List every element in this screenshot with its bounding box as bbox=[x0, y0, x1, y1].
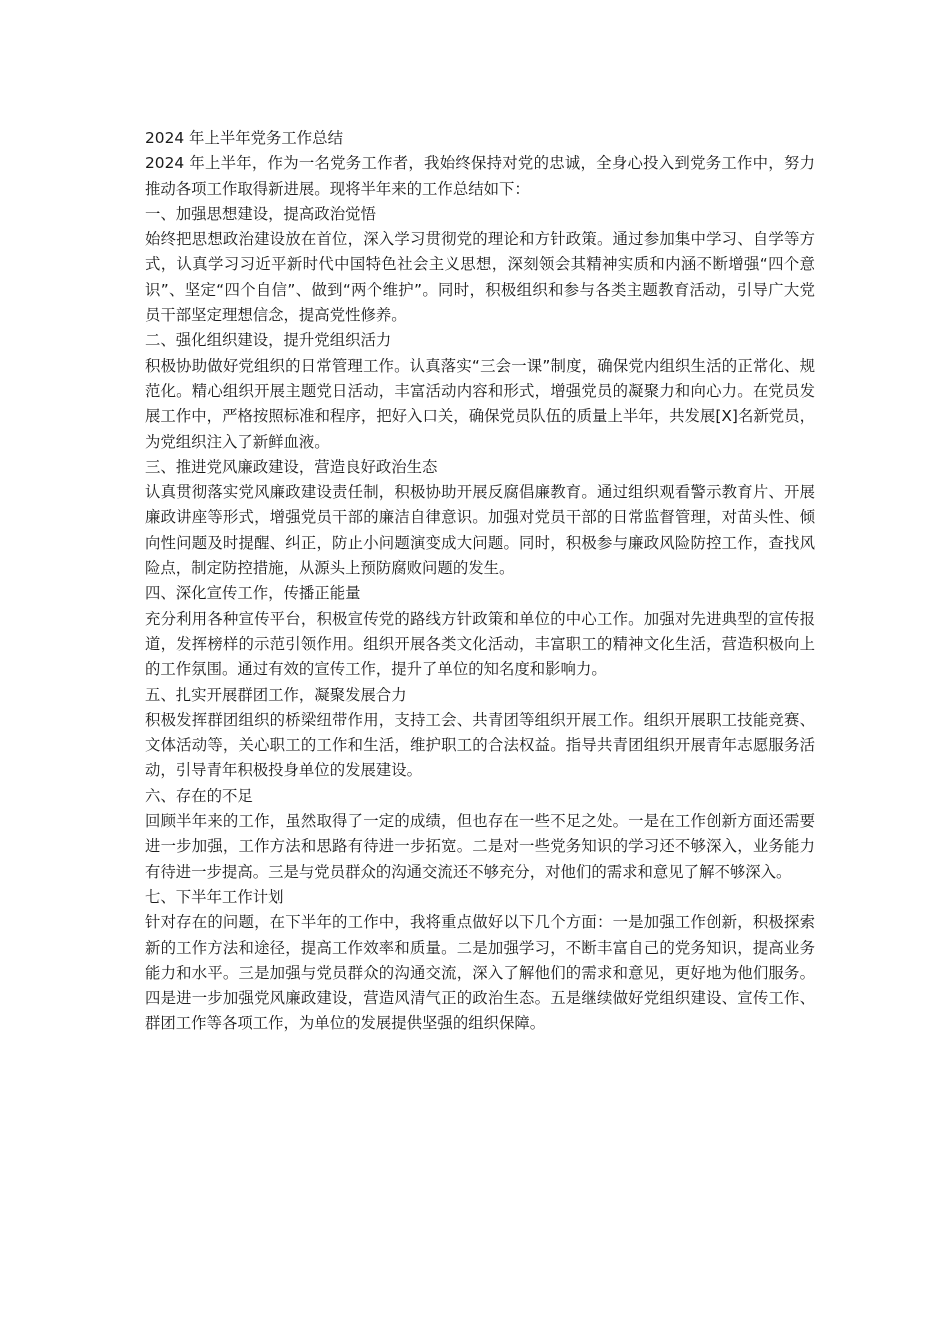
section-heading-7: 七、下半年工作计划 bbox=[145, 887, 284, 906]
section-body-5: 积极发挥群团组织的桥梁纽带作用，支持工会、共青团等组织开展工作。组织开展职工技能竞赛、文体活动等，关心职工的工作和生活，维护职工的合法权益。指导共青团组织开展青年志愿服务活动，引导青年积极投身单位的发展建设。 bbox=[145, 710, 815, 780]
section-body-2: 积极协助做好党组织的日常管理工作。认真落实“三会一课”制度，确保党内组织生活的正常化、规范化。精心组织开展主题党日活动，丰富活动内容和形式，增强党员的凝聚力和向心力。在党员发展工作中，严格按照标准和程序，把好入口关，确保党员队伍的质量上半年，共发展[X]名新党员，为党组织注入了新鲜血液。 bbox=[145, 356, 815, 451]
section-heading-1: 一、加强思想建设，提高政治觉悟 bbox=[145, 204, 376, 223]
section-body-4: 充分利用各种宣传平台，积极宣传党的路线方针政策和单位的中心工作。加强对先进典型的宣传报道，发挥榜样的示范引领作用。组织开展各类文化活动，丰富职工的精神文化生活，营造积极向上的工作氛围。通过有效的宣传工作，提升了单位的知名度和影响力。 bbox=[145, 609, 815, 679]
intro-paragraph: 2024 年上半年，作为一名党务工作者，我始终保持对党的忠诚，全身心投入到党务工作中，努力推动各项工作取得新进展。现将半年来的工作总结如下： bbox=[145, 154, 815, 198]
document-title: 2024 年上半年党务工作总结 bbox=[145, 129, 343, 147]
section-heading-2: 二、强化组织建设，提升党组织活力 bbox=[145, 331, 392, 350]
section-heading-5: 五、扎实开展群团工作，凝聚发展合力 bbox=[145, 685, 407, 704]
section-heading-6: 六、存在的不足 bbox=[145, 786, 253, 805]
section-heading-3: 三、推进党风廉政建设，营造良好政治生态 bbox=[145, 457, 438, 476]
section-body-3: 认真贯彻落实党风廉政建设责任制，积极协助开展反腐倡廉教育。通过组织观看警示教育片、开展廉政讲座等形式，增强党员干部的廉洁自律意识。加强对党员干部的日常监督管理，对苗头性、倾向性问题及时提醒、纠正，防止小问题演变成大问题。同时，积极参与廉政风险防控工作，查找风险点，制定防控措施，从源头上预防腐败问题的发生。 bbox=[145, 483, 815, 578]
section-heading-4: 四、深化宣传工作，传播正能量 bbox=[145, 584, 361, 603]
section-body-1: 始终把思想政治建设放在首位，深入学习贯彻党的理论和方针政策。通过参加集中学习、自学等方式，认真学习习近平新时代中国特色社会主义思想，深刻领会其精神实质和内涵不断增强“四个意识”、坚定“四个自信”、做到“两个维护”。同时，积极组织和参与各类主题教育活动，引导广大党员干部坚定理想信念，提高党性修养。 bbox=[145, 230, 815, 325]
section-body-6: 回顾半年来的工作，虽然取得了一定的成绩，但也存在一些不足之处。一是在工作创新方面还需要进一步加强，工作方法和思路有待进一步拓宽。二是对一些党务知识的学习还不够深入，业务能力有待进一步提高。三是与党员群众的沟通交流还不够充分，对他们的需求和意见了解不够深入。 bbox=[145, 812, 815, 881]
section-body-7: 针对存在的问题，在下半年的工作中，我将重点做好以下几个方面：一是加强工作创新，积极探索新的工作方法和途径，提高工作效率和质量。二是加强学习，不断丰富自己的党务知识，提高业务能力和水平。三是加强与党员群众的沟通交流，深入了解他们的需求和意见，更好地为他们服务。四是进一步加强党风廉政建设，营造风清气正的政治生态。五是继续做好党组织建设、宣传工作、群团工作等各项工作，为单位的发展提供坚强的组织保障。 bbox=[145, 913, 815, 1033]
document-page bbox=[145, 126, 815, 1037]
